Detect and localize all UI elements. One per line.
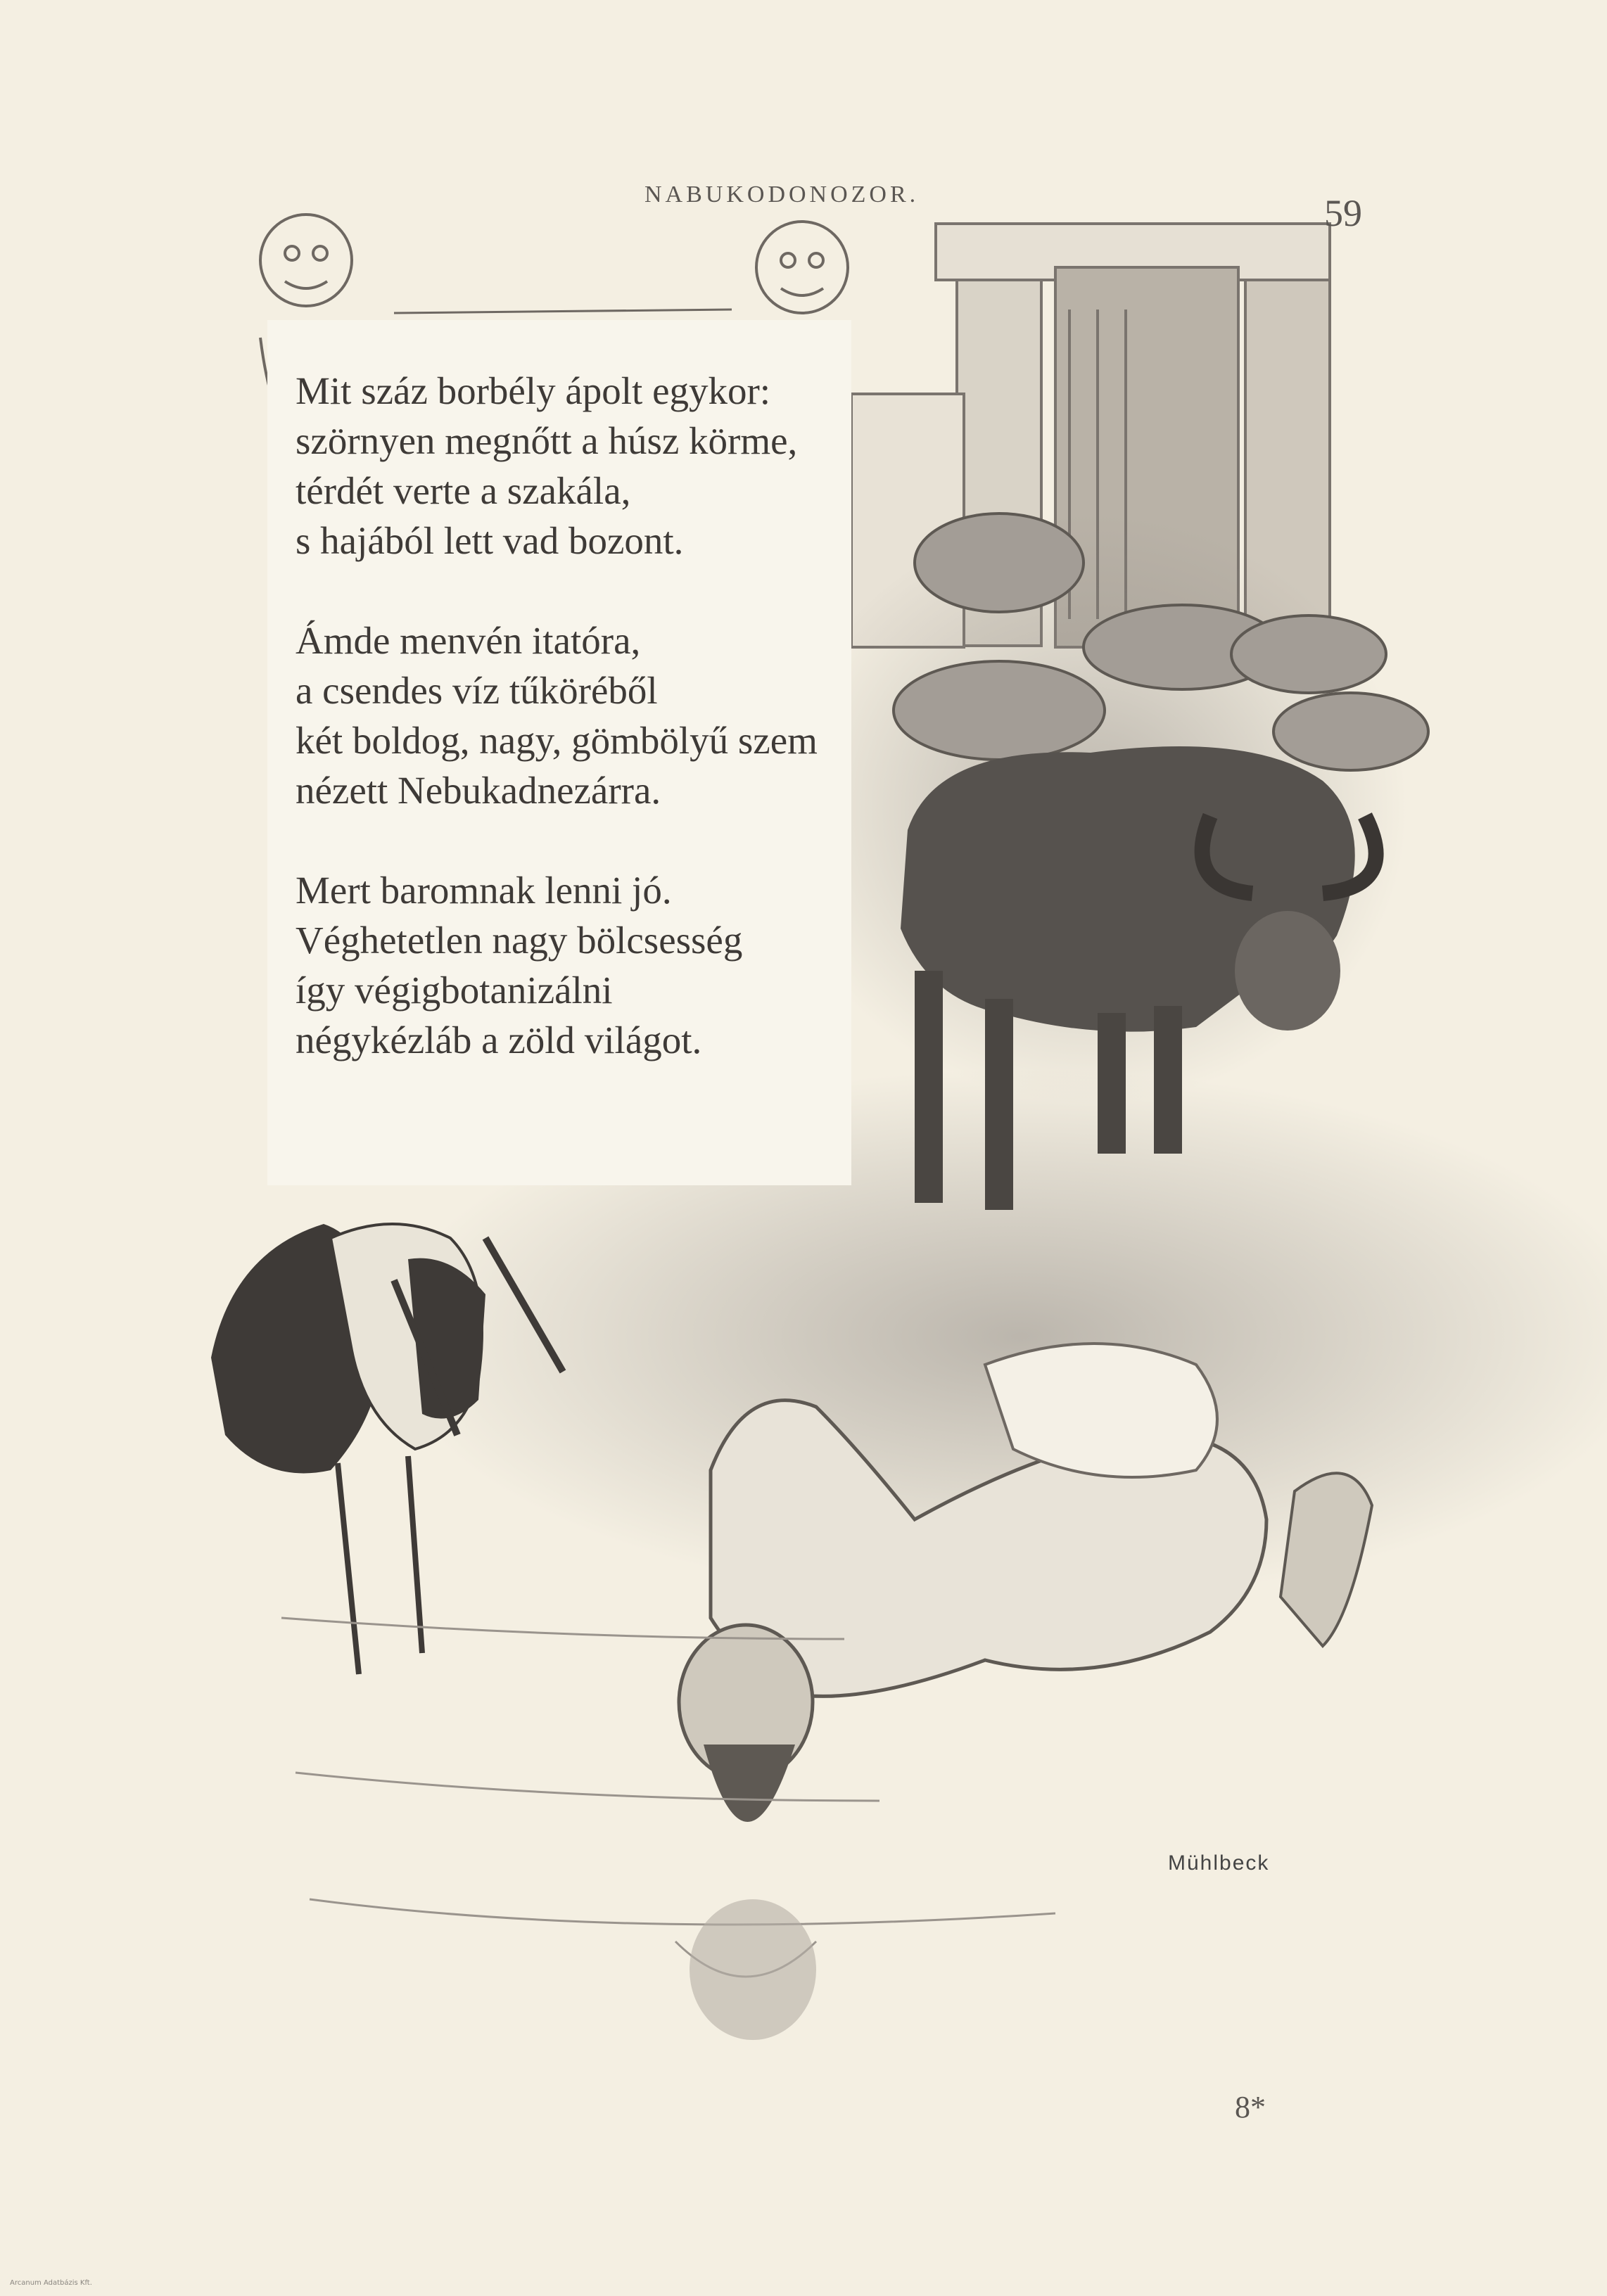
poem-line: Véghetetlen nagy bölcsesség <box>296 919 743 962</box>
page-number: 59 <box>1324 192 1362 234</box>
water-reflection <box>281 1618 1055 2040</box>
sheet-mark: 8* <box>1235 2090 1266 2124</box>
poem <box>296 366 818 1115</box>
stanza <box>296 616 818 815</box>
poem-line: a csendes víz tűköréből <box>296 669 658 712</box>
poem-line: Mit száz borbély ápolt egykor: <box>296 369 771 412</box>
running-title: NABUKODONOZOR. <box>644 181 920 208</box>
poem-line: Mert baromnak lenni jó. <box>296 869 672 912</box>
poem-line: Ámde menvén itatóra, <box>296 619 641 662</box>
stanza <box>296 366 818 566</box>
poem-line: négykézláb a zöld világot. <box>296 1019 702 1061</box>
poem-line: s hajából lett vad bozont. <box>296 519 684 562</box>
footer-credit: Arcanum Adatbázis Kft. <box>10 2279 92 2287</box>
poem-line: két boldog, nagy, gömbölyű szem <box>296 719 818 762</box>
poem-line: így végigbotanizálni <box>296 969 613 1012</box>
stanza <box>296 865 818 1065</box>
poem-line: térdét verte a szakála, <box>296 469 631 512</box>
poem-line: nézett Nebukadnezárra. <box>296 769 661 812</box>
frame-top-line <box>394 310 732 313</box>
artist-signature: Mühlbeck <box>1168 1851 1270 1875</box>
poem-line: szörnyen megnőtt a húsz körme, <box>296 419 798 462</box>
